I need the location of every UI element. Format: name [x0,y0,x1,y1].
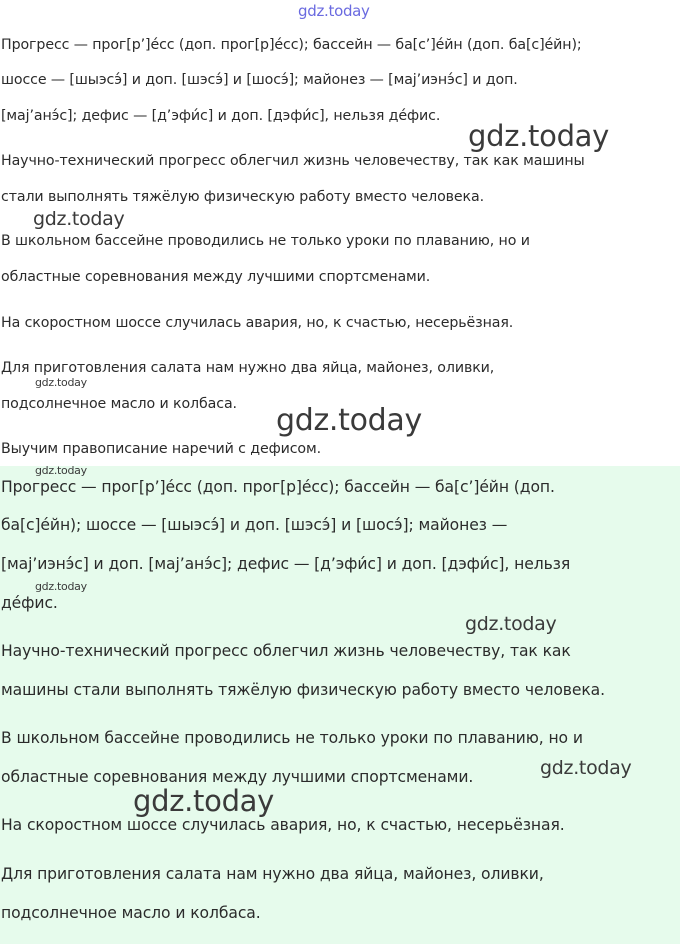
answer1-line-7: областные соревнования между лучшими спортсменами. [1,269,431,285]
answer1-line-3: [маj’анэ́с]; дефис — [д’эфи́с] и доп. [дэфи́с], нельзя де́фис. [1,108,441,124]
answer1-line-1: Прогресс — прог[р’]éсс (доп. прог[р]éсс); бассейн — ба[с’]éйн (доп. ба[с]éйн); [1,37,582,53]
watermark-8: gdz.today [540,757,632,779]
watermark-9: gdz.today [133,784,275,818]
answer1-line-2: шоссе — [шыэсэ́] и доп. [шэсэ́] и [шосэ́]; майонез — [маj’иэнэ́с] и доп. [1,72,518,88]
watermark-7: gdz.today [465,613,557,635]
watermark-4: gdz.today [276,403,422,438]
answer1-line-10: подсолнечное масло и колбаса. [1,396,237,412]
answer2-line-9: На скоростном шоссе случилась авария, но, к счастью, несерьёзная. [1,816,565,834]
answer2-line-3: [маj’иэнэ́с] и доп. [маj’анэ́с]; дефис — [д’эфи́с] и доп. [дэфи́с], нельзя [1,555,571,573]
answer1-line-5: стали выполнять тяжёлую физическую работу вместо человека. [1,189,485,205]
answer2-line-4: де́фис. [1,594,58,612]
answer1-line-6: В школьном бассейне проводились не только уроки по плаванию, но и [1,233,530,249]
answer2-line-2: ба[с]éйн); шоссе — [шыэсэ́] и доп. [шэсэ́] и [шосэ́]; майонез — [1,516,508,534]
watermark-5: gdz.today [35,464,87,477]
watermark-top: gdz.today [298,2,370,20]
answer2-line-1: Прогресс — прог[р’]éсс (доп. прог[р]éсс); бассейн — ба[с’]éйн (доп. [1,478,555,496]
watermark-6: gdz.today [35,580,87,593]
answer1-line-11: Выучим правописание наречий с дефисом. [1,441,322,457]
answer1-line-9: Для приготовления салата нам нужно два яйца, майонез, оливки, [1,360,495,376]
answer2-line-5: Научно-технический прогресс облегчил жизнь человечеству, так как [1,642,571,660]
answer2-line-7: В школьном бассейне проводились не только уроки по плаванию, но и [1,729,583,747]
watermark-2: gdz.today [33,208,125,230]
answer2-line-6: машины стали выполнять тяжёлую физическую работу вместо человека. [1,681,605,699]
watermark-3: gdz.today [35,376,87,389]
answer1-line-4: Научно-технический прогресс облегчил жизнь человечеству, так как машины [1,153,585,169]
watermark-1: gdz.today [468,119,610,153]
answer1-line-8: На скоростном шоссе случилась авария, но, к счастью, несерьёзная. [1,315,514,331]
answer2-line-10: Для приготовления салата нам нужно два яйца, майонез, оливки, [1,865,544,883]
answer2-line-8: областные соревнования между лучшими спортсменами. [1,768,474,786]
answer2-line-11: подсолнечное масло и колбаса. [1,904,261,922]
